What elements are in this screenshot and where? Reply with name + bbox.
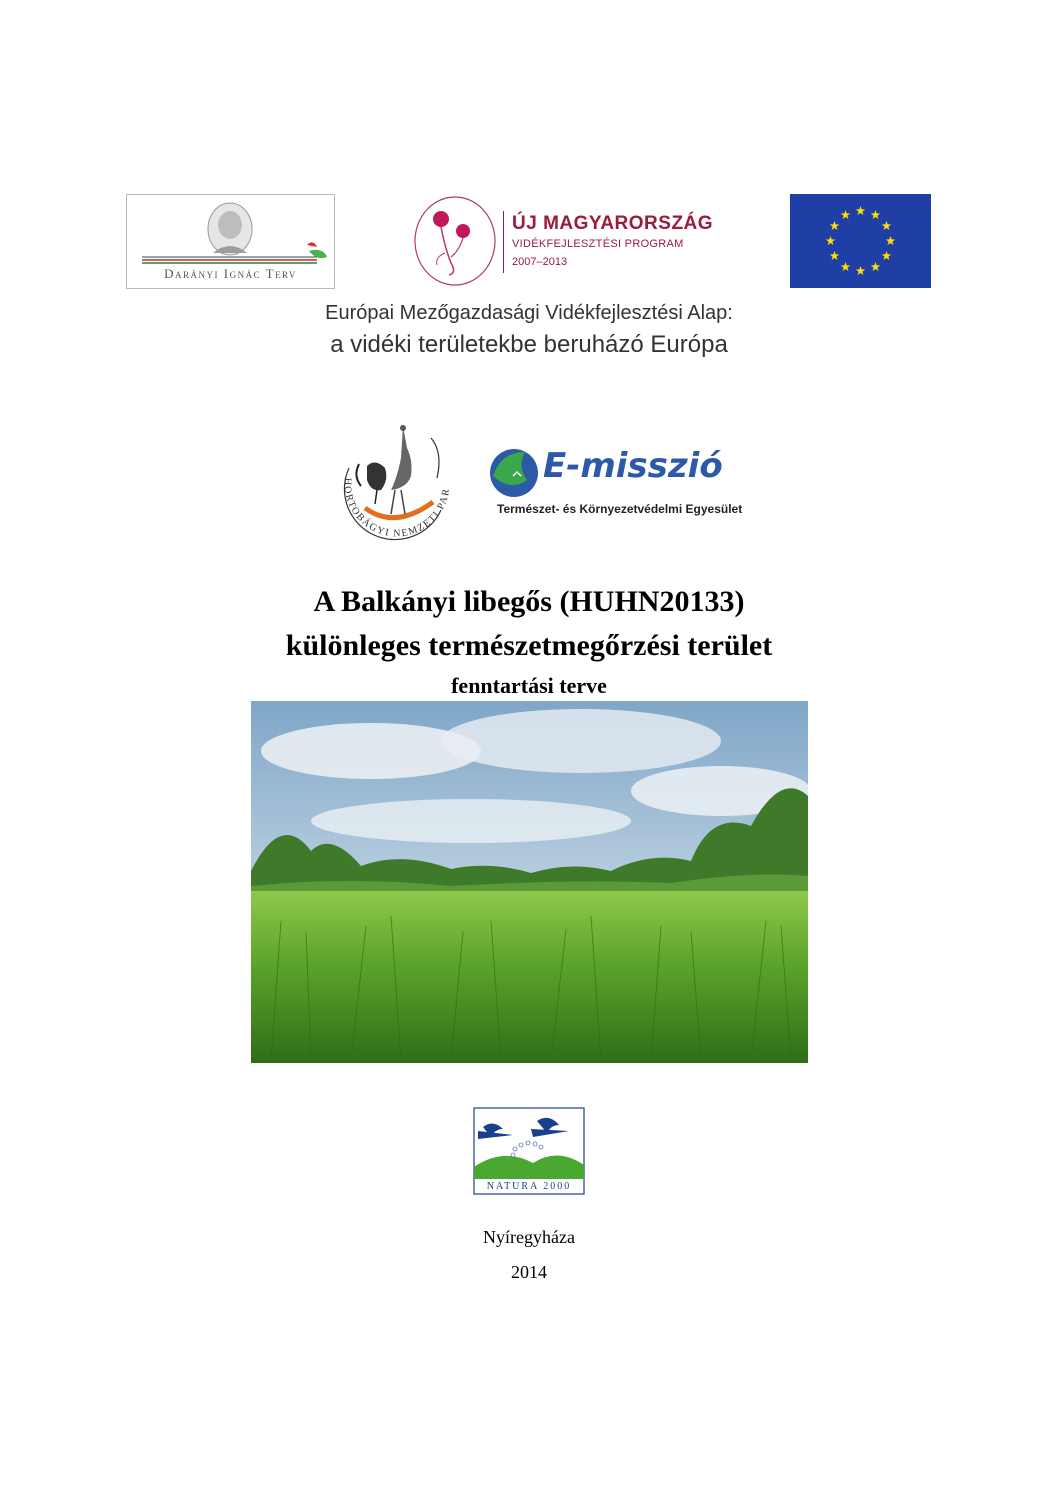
eu-star-icon: [856, 206, 866, 215]
eafrd-line-2: a vidéki területekbe beruházó Európa: [330, 331, 728, 358]
eafrd-line-1: Európai Mezőgazdasági Vidékfejlesztési Alap:: [325, 302, 733, 324]
eu-stars-icon: [790, 194, 931, 288]
umvp-subtitle: VIDÉKFEJLESZTÉSI PROGRAM: [512, 238, 684, 250]
eu-star-icon: [856, 266, 866, 275]
eu-star-icon: [882, 221, 892, 230]
document-title-line-1: A Balkányi libegős (HUHN20133): [313, 585, 745, 618]
eu-star-icon: [886, 236, 896, 245]
svg-text:HORTOBÁGYI NEMZETI PARK: [331, 418, 452, 539]
natura-2000-logo: [473, 1107, 585, 1195]
umvp-years: 2007–2013: [512, 256, 568, 268]
eu-star-icon: [826, 236, 836, 245]
e-misszio-name: E-misszió: [543, 446, 723, 486]
e-misszio-logo: [487, 446, 757, 521]
globe-leaf-icon: [487, 446, 541, 500]
e-misszio-subtitle: Természet- és Környezetvédelmi Egyesület: [497, 502, 743, 516]
eu-star-icon: [871, 262, 881, 271]
natura-2000-text: NATURA 2000: [486, 1181, 572, 1192]
daranyi-ignac-logo: [126, 194, 335, 289]
daranyi-logo-text: Darányi Ignác Terv: [164, 266, 297, 281]
meadow-landscape-image: [251, 701, 808, 1063]
grassland-photo: [251, 701, 808, 1063]
eu-star-icon: [830, 251, 840, 260]
natura-birds-icon: [473, 1107, 585, 1195]
crane-emblem-icon: [331, 418, 461, 553]
publication-place: Nyíregyháza: [483, 1227, 575, 1247]
eu-star-icon: [830, 221, 840, 230]
hortobagyi-nemzeti-park-logo: [331, 418, 461, 553]
umvp-title: ÚJ MAGYARORSZÁG: [512, 213, 714, 234]
document-title-line-2: különleges természetmegőrzési terület: [285, 629, 773, 662]
eu-star-icon: [882, 251, 892, 260]
document-subtitle: fenntartási terve: [451, 673, 607, 698]
hnp-ring-text: HORTOBÁGYI NEMZETI PAR: [341, 477, 453, 540]
umvp-logo: [405, 193, 735, 288]
eu-star-icon: [841, 262, 851, 271]
rose-emblem-icon: [405, 193, 501, 288]
umvp-divider: [503, 211, 504, 273]
eu-star-icon: [841, 210, 851, 219]
publication-year: 2014: [511, 1262, 547, 1282]
eu-flag: [790, 194, 931, 288]
eu-star-icon: [871, 210, 881, 219]
